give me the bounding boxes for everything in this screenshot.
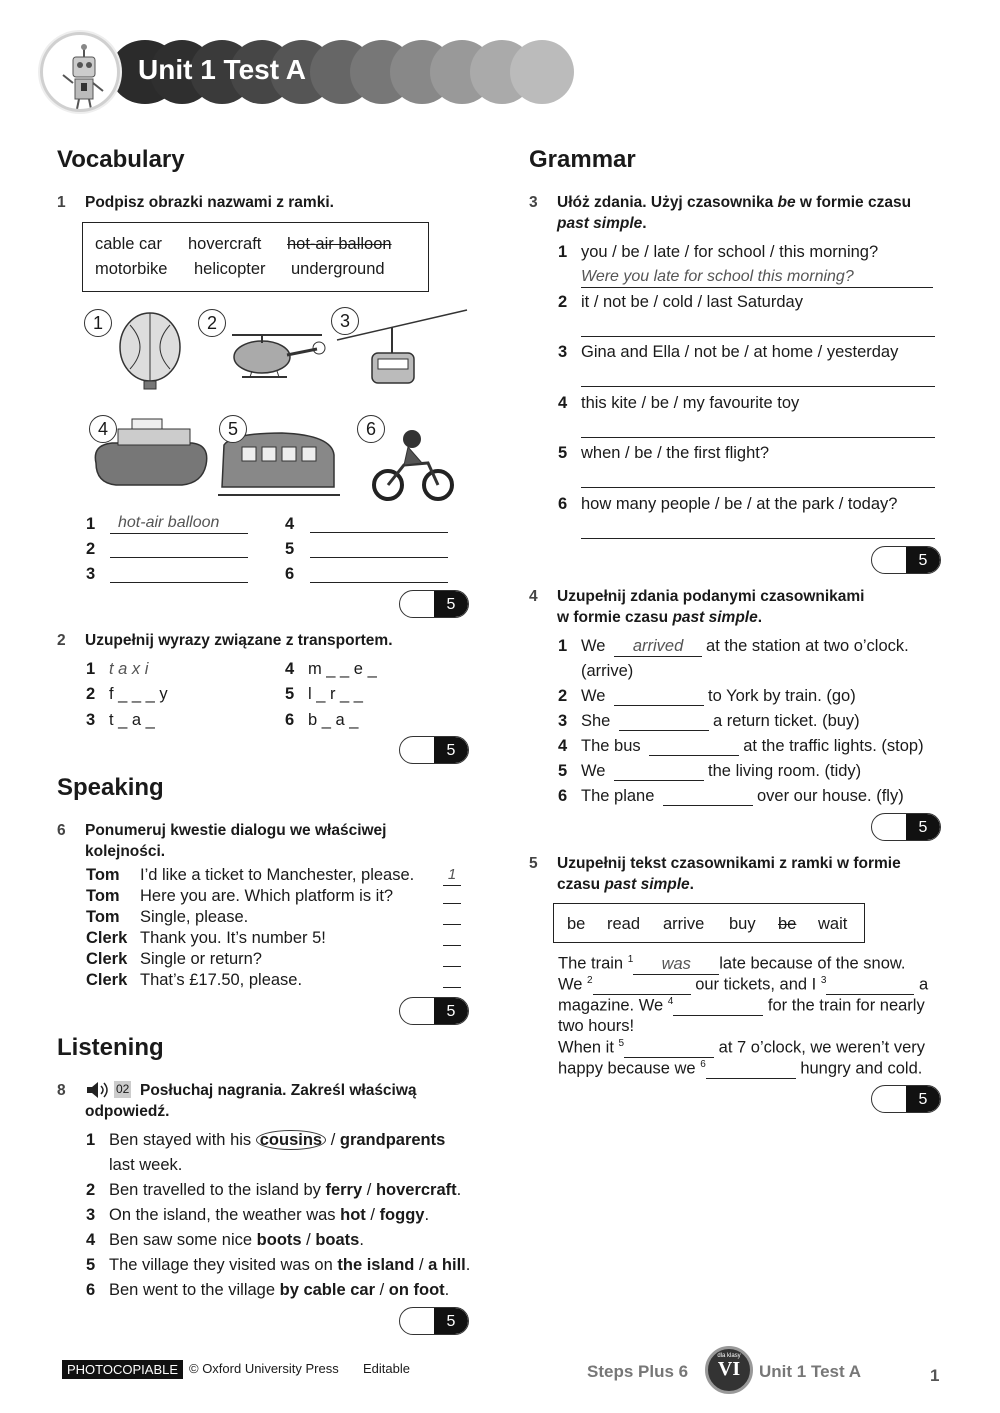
task-5-line-4: two hours! bbox=[558, 1017, 635, 1035]
task-3-answer-3[interactable] bbox=[581, 367, 935, 387]
picture-number-3: 3 bbox=[331, 307, 359, 335]
word-read: read bbox=[607, 915, 641, 933]
task-6-score: 5 bbox=[399, 997, 469, 1025]
task-1-answer-field-5[interactable] bbox=[310, 538, 448, 558]
page-header bbox=[40, 32, 520, 112]
task-3-instruction: 3 Ułóż zdania. Użyj czasownika be w formie czasu past simple. bbox=[529, 194, 912, 232]
speaking-heading: Speaking bbox=[57, 774, 164, 801]
task-1-answer-2: 2 bbox=[86, 540, 96, 558]
word-hovercraft: hovercraft bbox=[188, 235, 262, 253]
task-1-answer-5: 5 bbox=[285, 540, 295, 558]
task-4-item-1: 1 We arrived at the station at two o’clock. bbox=[558, 637, 909, 655]
task-4-instruction: 4 Uzupełnij zdania podanymi czasownikami w formie czasu past simple. bbox=[529, 588, 865, 626]
word-be: be bbox=[567, 915, 586, 933]
task-1-answer-field-3[interactable] bbox=[110, 563, 248, 583]
task-6-instruction: 6 Ponumeruj kwestie dialogu we właściwej kolejności. bbox=[57, 822, 387, 860]
editable-text: Editable bbox=[363, 1361, 410, 1376]
word-be-used: be bbox=[778, 915, 797, 933]
task-4-item-2: 2 We to York by train. (go) bbox=[558, 687, 856, 705]
task-1-answer-4: 4 bbox=[285, 515, 295, 533]
task-5-line-5: When it $^5$ at 7 o’clock, we weren’t very bbox=[558, 1038, 926, 1057]
dialogue-order-5[interactable] bbox=[443, 947, 461, 967]
dialogue-order-4[interactable] bbox=[443, 926, 461, 946]
task-3-item-2: 2 it / not be / cold / last Saturday bbox=[558, 293, 803, 311]
listening-heading: Listening bbox=[57, 1034, 164, 1061]
word-wait: wait bbox=[818, 915, 848, 933]
dialogue-order-2[interactable] bbox=[443, 884, 461, 904]
task-4-answer-6[interactable] bbox=[663, 788, 753, 806]
task-3-answer-1[interactable]: Were you late for school this morning? bbox=[581, 268, 933, 288]
task-2-item-4: 4 m _ _ e _ bbox=[285, 660, 377, 678]
task-4-item-1-line2: (arrive) bbox=[581, 662, 634, 680]
word-underground: underground bbox=[291, 260, 385, 278]
task-5-answer-5[interactable] bbox=[624, 1040, 714, 1058]
task-2-instruction: 2 Uzupełnij wyrazy związane z transportem. bbox=[57, 632, 393, 649]
task-5-instruction: 5 Uzupełnij tekst czasownikami z ramki w formie czasu past simple. bbox=[529, 855, 901, 893]
task-5-answer-4[interactable] bbox=[673, 998, 763, 1016]
listening-item-6: 6 Ben went to the village by cable car / on foot. bbox=[86, 1281, 450, 1299]
task-3-answer-5[interactable] bbox=[581, 468, 935, 488]
task-4-answer-1[interactable]: arrived bbox=[614, 637, 702, 657]
dialogue-line-6: Clerk That’s £17.50, please. bbox=[86, 971, 303, 989]
task-1-answer-field-6[interactable] bbox=[310, 563, 448, 583]
dialogue-line-3: Tom Single, please. bbox=[86, 908, 249, 926]
task-3-item-5: 5 when / be / the first flight? bbox=[558, 444, 770, 462]
task-2-item-1: 1 t a x i bbox=[86, 660, 149, 678]
dialogue-line-2: Tom Here you are. Which platform is it? bbox=[86, 887, 394, 905]
task-1-answer-field-1[interactable]: hot-air balloon bbox=[110, 514, 248, 534]
dialogue-line-1: Tom I’d like a ticket to Manchester, please. bbox=[86, 866, 415, 884]
hot-air-balloon-icon bbox=[120, 313, 180, 389]
transport-pictures bbox=[82, 305, 472, 505]
dialogue-order-3[interactable] bbox=[443, 905, 461, 925]
circled-option-cousins[interactable]: cousins bbox=[256, 1130, 326, 1150]
unit-label: Unit 1 Test A bbox=[759, 1362, 862, 1381]
task-5-answer-1[interactable]: was bbox=[633, 955, 719, 975]
word-hot-air-balloon: hot-air balloon bbox=[287, 235, 392, 253]
word-box-task-5 bbox=[553, 903, 865, 943]
task-2-item-6: 6 b _ a _ bbox=[285, 711, 359, 729]
task-1-answer-field-4[interactable] bbox=[310, 513, 448, 533]
task-3-answer-6[interactable] bbox=[581, 519, 935, 539]
listening-item-1: 1 Ben stayed with his cousins / grandparents bbox=[86, 1131, 446, 1149]
task-1-score: 5 bbox=[399, 590, 469, 618]
task-4-item-3: 3 She a return ticket. (buy) bbox=[558, 712, 860, 730]
task-1-answer-3: 3 bbox=[86, 565, 96, 583]
motorbike-icon bbox=[374, 430, 452, 499]
task-3-answer-4[interactable] bbox=[581, 418, 935, 438]
task-4-answer-4[interactable] bbox=[649, 738, 739, 756]
task-1-answer-field-2[interactable] bbox=[110, 538, 248, 558]
task-3-answer-2[interactable] bbox=[581, 317, 935, 337]
task-3-score: 5 bbox=[871, 546, 941, 574]
helicopter-icon bbox=[232, 335, 325, 377]
task-2-item-5: 5 l _ r _ _ bbox=[285, 685, 363, 703]
task-8-score: 5 bbox=[399, 1307, 469, 1335]
robot-logo-icon bbox=[40, 32, 120, 112]
listening-item-4: 4 Ben saw some nice boots / boats. bbox=[86, 1231, 364, 1249]
task-2-score: 5 bbox=[399, 736, 469, 764]
word-buy: buy bbox=[729, 915, 756, 933]
word-motorbike: motorbike bbox=[95, 260, 168, 278]
copyright-text: © Oxford University Press bbox=[189, 1361, 339, 1376]
listening-item-1-line2: last week. bbox=[109, 1156, 183, 1174]
task-3-item-3: 3 Gina and Ella / not be / at home / yesterday bbox=[558, 343, 899, 361]
audio-track-number: 02 bbox=[116, 1082, 130, 1096]
word-cable-car: cable car bbox=[95, 235, 162, 253]
task-3-item-1: 1 you / be / late / for school / this morning? bbox=[558, 243, 879, 261]
listening-item-2: 2 Ben travelled to the island by ferry / hovercraft. bbox=[86, 1181, 462, 1199]
word-helicopter: helicopter bbox=[194, 260, 266, 278]
task-5-answer-6[interactable] bbox=[706, 1061, 796, 1079]
task-1-answer-6: 6 bbox=[285, 565, 295, 583]
task-5-line-3: magazine. We $^4$ for the train for nearly bbox=[558, 996, 925, 1015]
task-5-answer-3[interactable] bbox=[826, 977, 914, 995]
grammar-heading: Grammar bbox=[529, 146, 636, 173]
picture-number-5: 5 bbox=[219, 415, 247, 443]
vocabulary-heading: Vocabulary bbox=[57, 146, 185, 173]
task-3-item-4: 4 this kite / be / my favourite toy bbox=[558, 394, 800, 412]
listening-item-5: 5 The village they visited was on the island / a hill. bbox=[86, 1256, 471, 1274]
picture-number-2: 2 bbox=[198, 309, 226, 337]
task-4-item-4: 4 The bus at the traffic lights. (stop) bbox=[558, 737, 924, 755]
picture-number-1: 1 bbox=[84, 309, 112, 337]
page-number: 1 bbox=[930, 1366, 940, 1385]
task-4-score: 5 bbox=[871, 813, 941, 841]
page-title: Unit 1 Test A bbox=[138, 54, 307, 85]
task-4-answer-3[interactable] bbox=[619, 713, 709, 731]
picture-number-6: 6 bbox=[357, 415, 385, 443]
task-4-item-6: 6 The plane over our house. (fly) bbox=[558, 787, 904, 805]
class-badge: dla klasy VI bbox=[705, 1346, 753, 1394]
task-2-item-3: 3 t _ a _ bbox=[86, 711, 155, 729]
task-1-answer-1: 1 bbox=[86, 515, 96, 533]
task-2-item-2: 2 f _ _ _ y bbox=[86, 685, 168, 703]
word-box-task-1 bbox=[82, 222, 429, 292]
photocopiable-badge: PHOTOCOPIABLE bbox=[62, 1360, 183, 1379]
task-5-line-2: We $^2$ our tickets, and I $^3$ a bbox=[558, 975, 929, 994]
dialogue-line-5: Clerk Single or return? bbox=[86, 950, 262, 968]
task-4-answer-5[interactable] bbox=[614, 763, 704, 781]
task-5-line-1: The train $^1$ was late because of the snow. bbox=[558, 954, 906, 973]
task-5-line-6: happy because we $^6$ hungry and cold. bbox=[558, 1059, 923, 1078]
task-5-answer-2[interactable] bbox=[593, 977, 691, 995]
dialogue-line-4: Clerk Thank you. It’s number 5! bbox=[86, 929, 326, 947]
task-8-instruction: 8 02 Posłuchaj nagrania. Zakreśl właściwą odpowiedź. bbox=[57, 1082, 417, 1120]
picture-number-4: 4 bbox=[89, 415, 117, 443]
task-4-answer-2[interactable] bbox=[614, 688, 704, 706]
task-1-instruction: 1 Podpisz obrazki nazwami z ramki. bbox=[57, 194, 334, 211]
listening-item-3: 3 On the island, the weather was hot / foggy. bbox=[86, 1206, 430, 1224]
dialogue-order-1[interactable]: 1 bbox=[443, 866, 461, 886]
task-3-item-6: 6 how many people / be / at the park / today? bbox=[558, 495, 898, 513]
task-4-item-5: 5 We the living room. (tidy) bbox=[558, 762, 862, 780]
word-arrive: arrive bbox=[663, 915, 705, 933]
task-5-score: 5 bbox=[871, 1085, 941, 1113]
series-name: Steps Plus 6 bbox=[587, 1362, 689, 1381]
dialogue-order-6[interactable] bbox=[443, 968, 461, 988]
